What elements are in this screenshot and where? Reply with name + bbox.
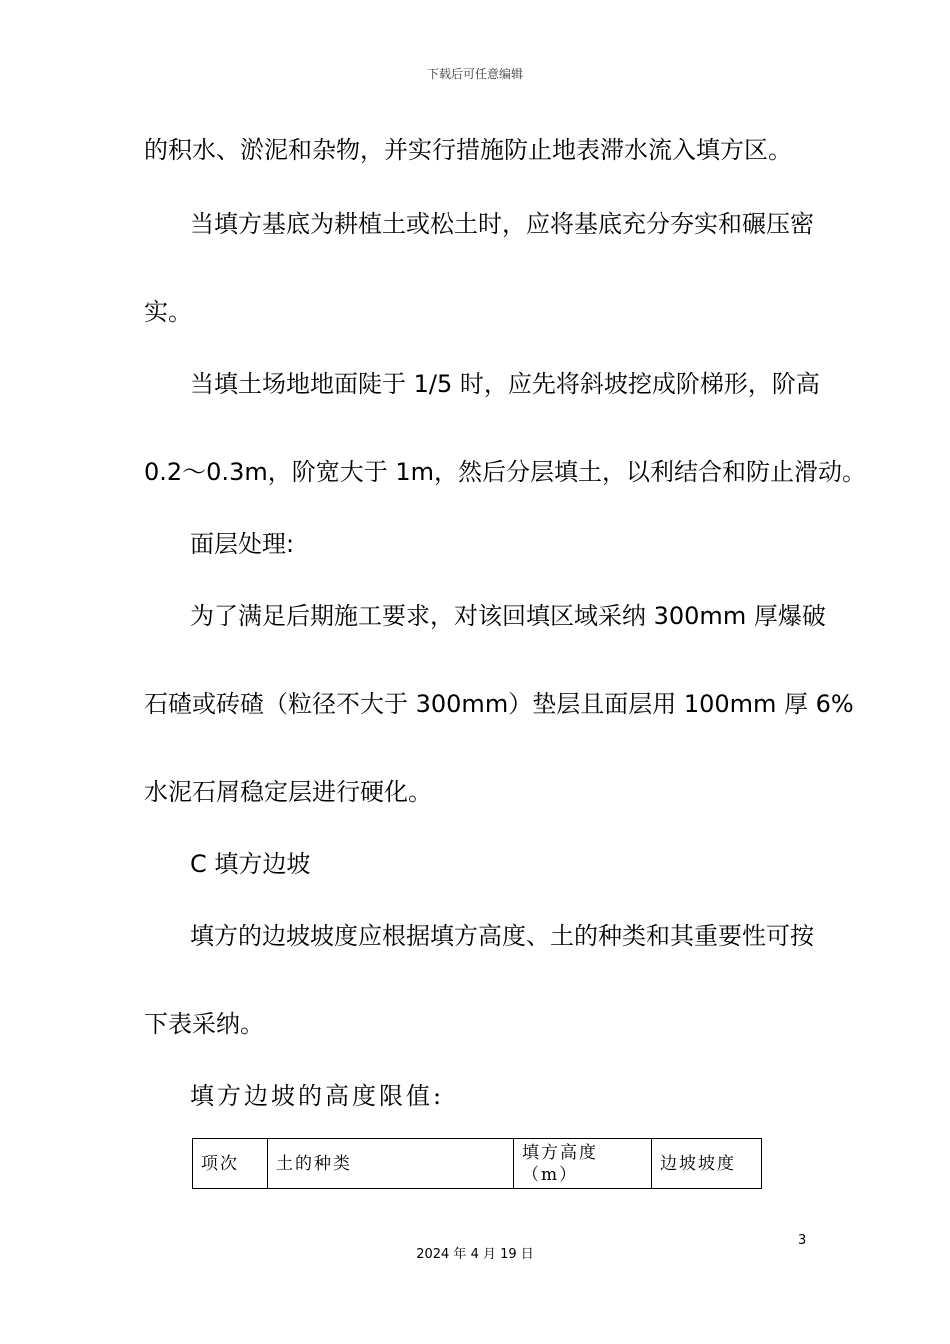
paragraph-line-5: 0.2～0.3m，阶宽大于 1m，然后分层填土，以利结合和防止滑动。 [144, 458, 866, 486]
page-number: 3 [798, 1233, 807, 1248]
footer-date: 2024 年 4 月 19 日 [416, 1247, 534, 1262]
paragraph-line-11: 填方的边坡坡度应根据填方高度、土的种类和其重要性可按 [190, 922, 814, 950]
paragraph-line-6: 面层处理: [190, 530, 295, 558]
paragraph-line-2: 当填方基底为耕植土或松土时，应将基底充分夯实和碾压密 [190, 210, 814, 238]
paragraph-line-8: 石碴或砖碴（粒径不大于 300mm）垫层且面层用 100mm 厚 6% [144, 690, 854, 718]
page-header: 下载后可任意编辑 [426, 67, 523, 81]
paragraph-line-1: 的积水、淤泥和杂物，并实行措施防止地表滞水流入填方区。 [144, 136, 792, 164]
header-cell-slope-ratio: 边坡坡度 [652, 1139, 762, 1189]
table-header-row [193, 1139, 762, 1189]
header-cell-soil-type: 土的种类 [268, 1139, 514, 1189]
table-caption: 填方边坡的高度限值: [190, 1082, 445, 1110]
paragraph-line-12: 下表采纳。 [144, 1010, 264, 1038]
paragraph-line-9: 水泥石屑稳定层进行硬化。 [144, 778, 432, 806]
header-cell-item-no: 项次 [193, 1139, 268, 1189]
slope-table [192, 1138, 762, 1189]
paragraph-line-4: 当填土场地地面陡于 1/5 时，应先将斜坡挖成阶梯形，阶高 [190, 370, 820, 398]
section-heading: C 填方边坡 [190, 850, 311, 878]
paragraph-line-3: 实。 [144, 298, 192, 326]
paragraph-line-7: 为了满足后期施工要求，对该回填区域采纳 300mm 厚爆破 [190, 602, 826, 630]
header-cell-fill-height: 填方高度（m） [514, 1139, 652, 1189]
